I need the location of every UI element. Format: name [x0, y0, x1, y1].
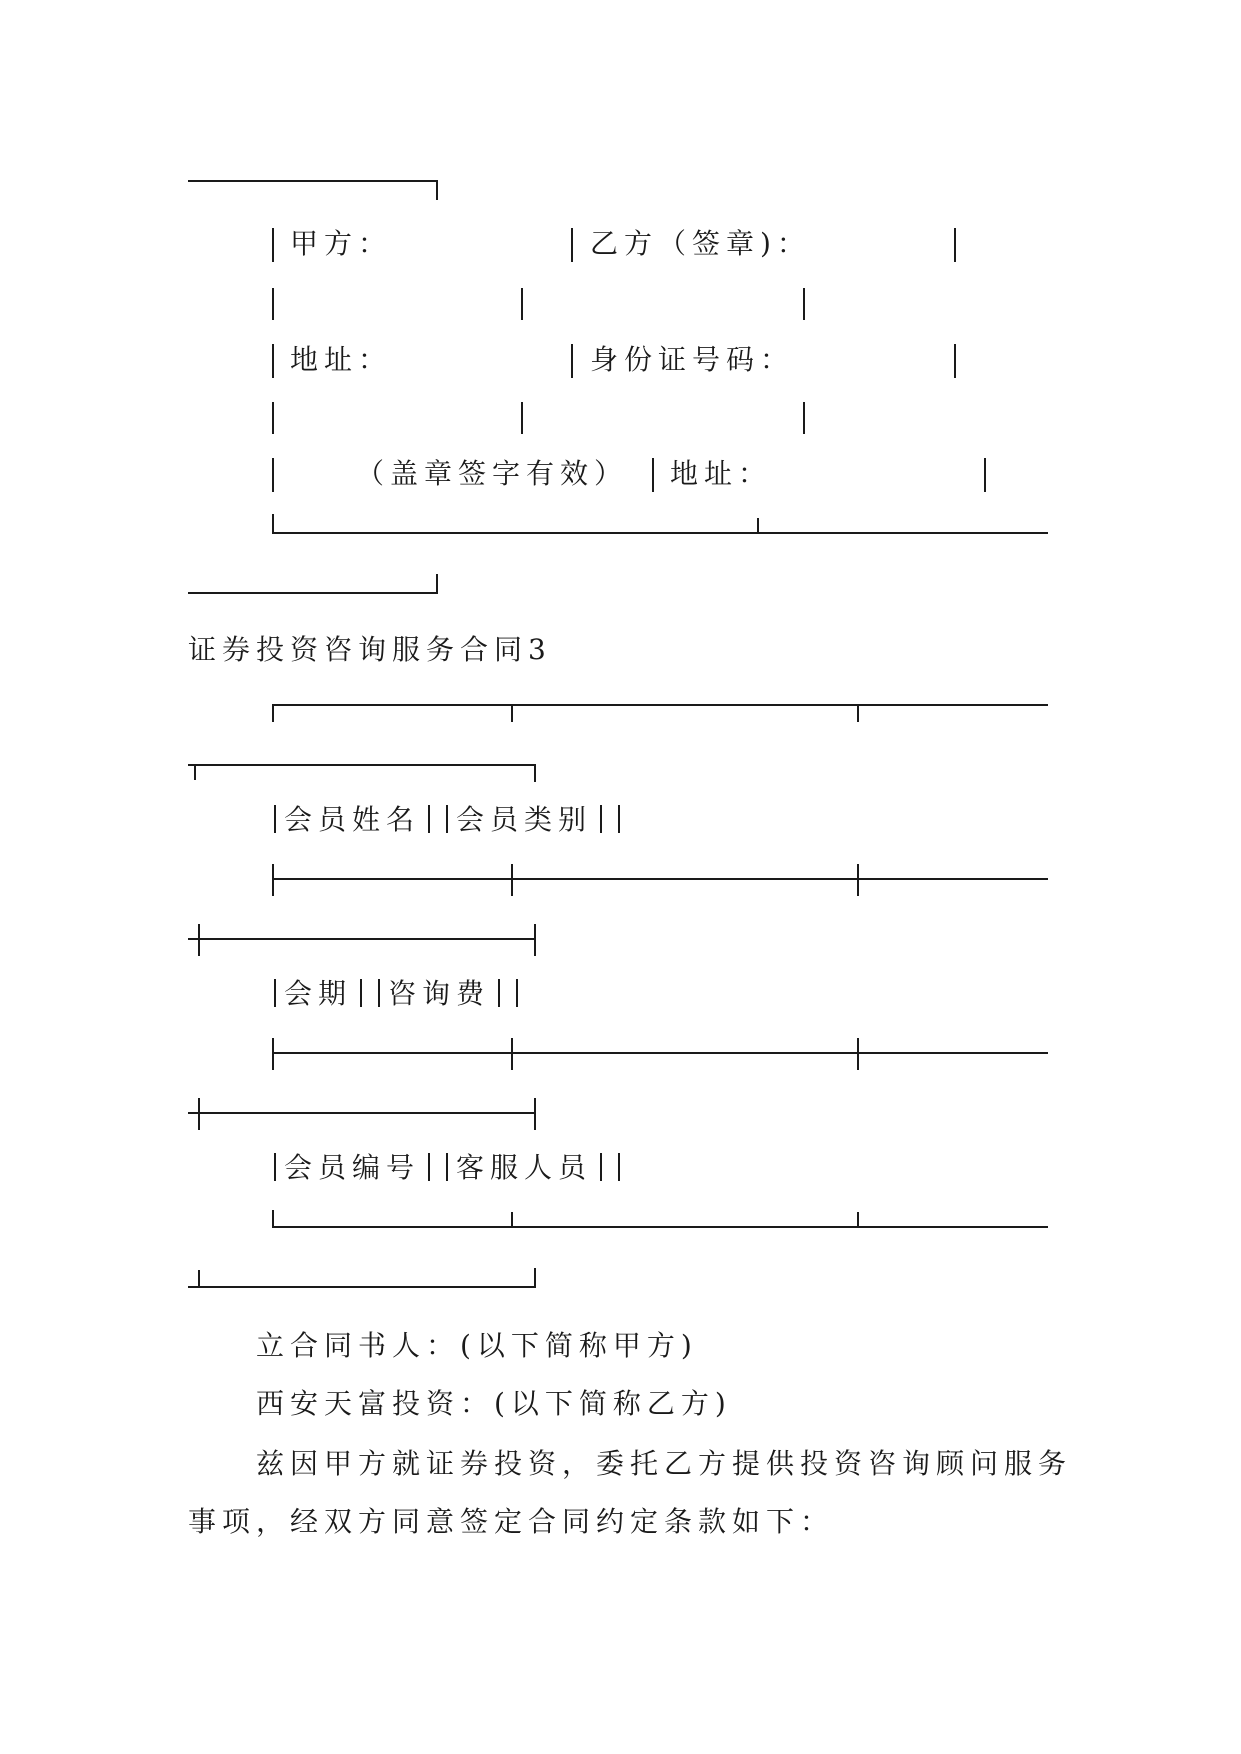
table-corner [436, 574, 438, 594]
member-row-1 [266, 802, 628, 838]
id-number-label: 身份证号码： [590, 343, 795, 376]
table-junction [534, 924, 536, 956]
cell-border [272, 458, 274, 492]
cell-border [803, 402, 805, 434]
table-junction [511, 704, 513, 722]
session-label: 会期 [284, 977, 353, 1010]
member-table-separator [272, 1052, 1048, 1054]
section-title: 证券投资咨询服务合同3 [188, 633, 552, 666]
consulting-fee-label: 咨询费 [388, 977, 491, 1010]
member-table-separator [272, 878, 1048, 880]
contract-preamble-line-2: 事项，经双方同意签定合同约定条款如下： [188, 1505, 835, 1538]
table-junction [757, 518, 759, 534]
cell-border [272, 228, 274, 262]
cell-border [984, 458, 986, 492]
table-corner [272, 704, 274, 722]
member-table-separator-wrap [188, 1112, 536, 1114]
table-junction [198, 1270, 200, 1286]
cell-border [954, 228, 956, 262]
cell-border [954, 344, 956, 378]
member-name-label: 会员姓名 [284, 803, 421, 836]
party-a-label: 甲方： [290, 227, 393, 260]
table-junction [511, 1038, 513, 1070]
table-corner [534, 1268, 536, 1288]
contract-party-b: 西安天富投资：(以下简称乙方) [256, 1387, 732, 1420]
table-corner [534, 764, 536, 782]
member-table-bottom-wrap [188, 1286, 536, 1288]
cell-border [272, 402, 274, 434]
table-junction [857, 864, 859, 896]
cell-border [652, 458, 654, 492]
table-junction [272, 864, 274, 896]
contract-preamble-line-1: 兹因甲方就证券投资，委托乙方提供投资咨询顾问服务 [256, 1447, 1073, 1480]
member-category-label: 会员类别 [456, 803, 593, 836]
table-corner [272, 514, 274, 534]
cell-border [571, 228, 573, 262]
table-junction [857, 704, 859, 722]
table-junction [194, 764, 196, 780]
member-number-label: 会员编号 [284, 1151, 421, 1184]
member-row-3 [266, 1150, 628, 1186]
cell-border [803, 288, 805, 320]
cell-border [272, 344, 274, 378]
table-junction [272, 1038, 274, 1070]
table-junction [511, 864, 513, 896]
cell-border [272, 288, 274, 320]
contract-party-a: 立合同书人：(以下简称甲方) [256, 1329, 698, 1362]
cell-border [521, 402, 523, 434]
address-label-a: 地址： [290, 343, 393, 376]
party-b-label: 乙方（签章)： [590, 227, 811, 260]
service-staff-label: 客服人员 [456, 1151, 593, 1184]
table-rule-bottom-wrap [188, 592, 438, 594]
table-junction [198, 924, 200, 956]
table-rule-top [188, 180, 438, 182]
member-table-separator-wrap [188, 938, 536, 940]
cell-border [521, 288, 523, 320]
member-row-2 [266, 976, 526, 1012]
cell-border [571, 344, 573, 378]
address-label-b: 地址： [670, 457, 773, 490]
member-table-top-wrap [188, 764, 536, 766]
table-junction [534, 1098, 536, 1130]
table-corner [436, 180, 438, 200]
seal-note: （盖章签字有效） [356, 457, 629, 490]
table-junction [198, 1098, 200, 1130]
member-table-bottom [272, 1226, 1048, 1228]
table-rule-bottom [272, 532, 1048, 534]
table-junction [857, 1038, 859, 1070]
member-table-top [272, 704, 1048, 706]
